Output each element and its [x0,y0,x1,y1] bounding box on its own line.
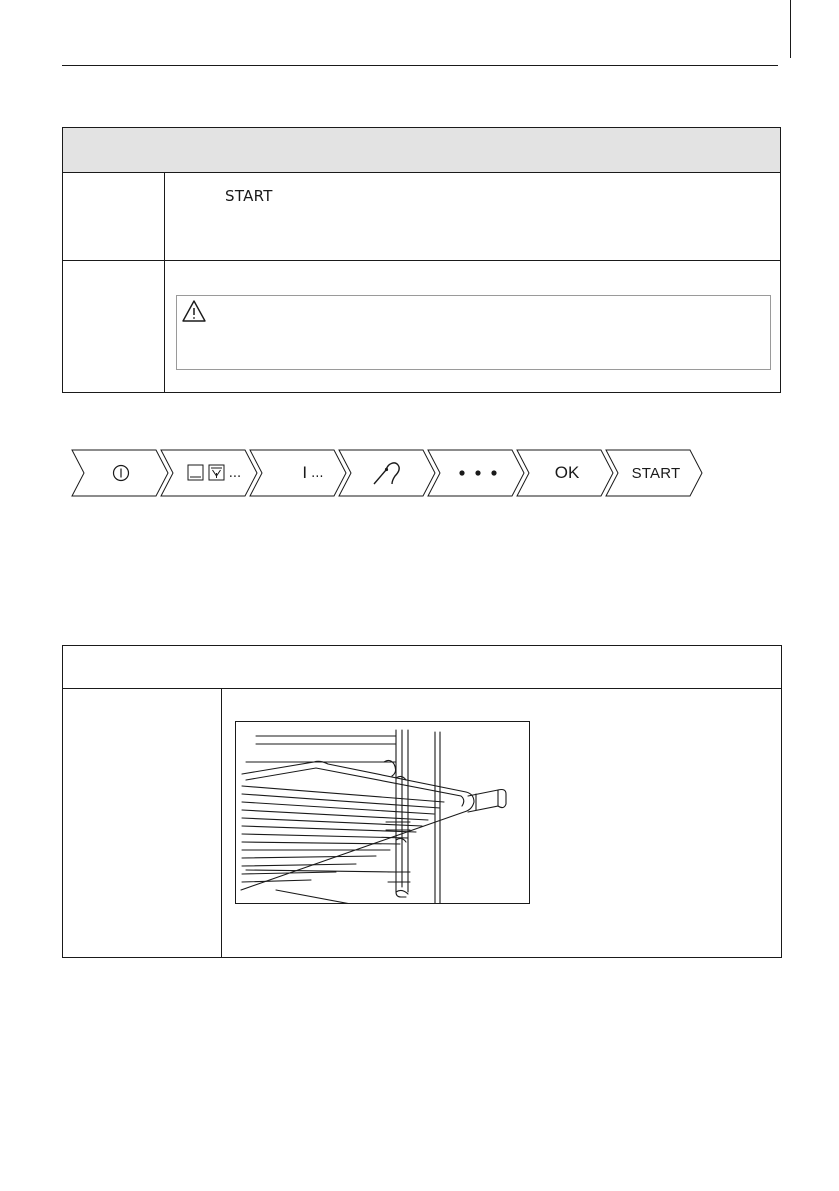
header-rule [62,65,778,66]
power-icon [112,464,130,482]
step-temperature [248,449,348,497]
row-divider [63,260,780,261]
step-function [159,449,259,497]
step-power [70,449,170,497]
step-food-sensor [337,449,437,497]
wire-shelf-figure [235,721,530,904]
step-ok-label: OK [554,463,580,482]
food-sensor-icon [371,460,405,486]
column-divider [164,172,165,392]
step-sequence [70,449,710,497]
instruction-table [62,127,781,393]
start-label: START [225,187,273,205]
step-options [426,449,526,497]
step-start [604,449,704,497]
warning-box [176,295,771,370]
oven-function-icons [187,464,227,482]
page-corner-mark [790,0,791,58]
column-divider [221,688,222,957]
accessory-table [62,645,782,958]
warning-icon [181,299,207,323]
step-function-suffix: ... [228,465,242,481]
row-divider [63,688,781,689]
dots-icon [456,469,500,477]
step-temperature-suffix: ... [311,465,324,481]
step-temperature-mark: I [302,463,308,482]
wire-shelf-illustration [236,722,530,904]
step-start-label: START [631,464,681,482]
table-header [63,128,780,173]
step-ok [515,449,615,497]
